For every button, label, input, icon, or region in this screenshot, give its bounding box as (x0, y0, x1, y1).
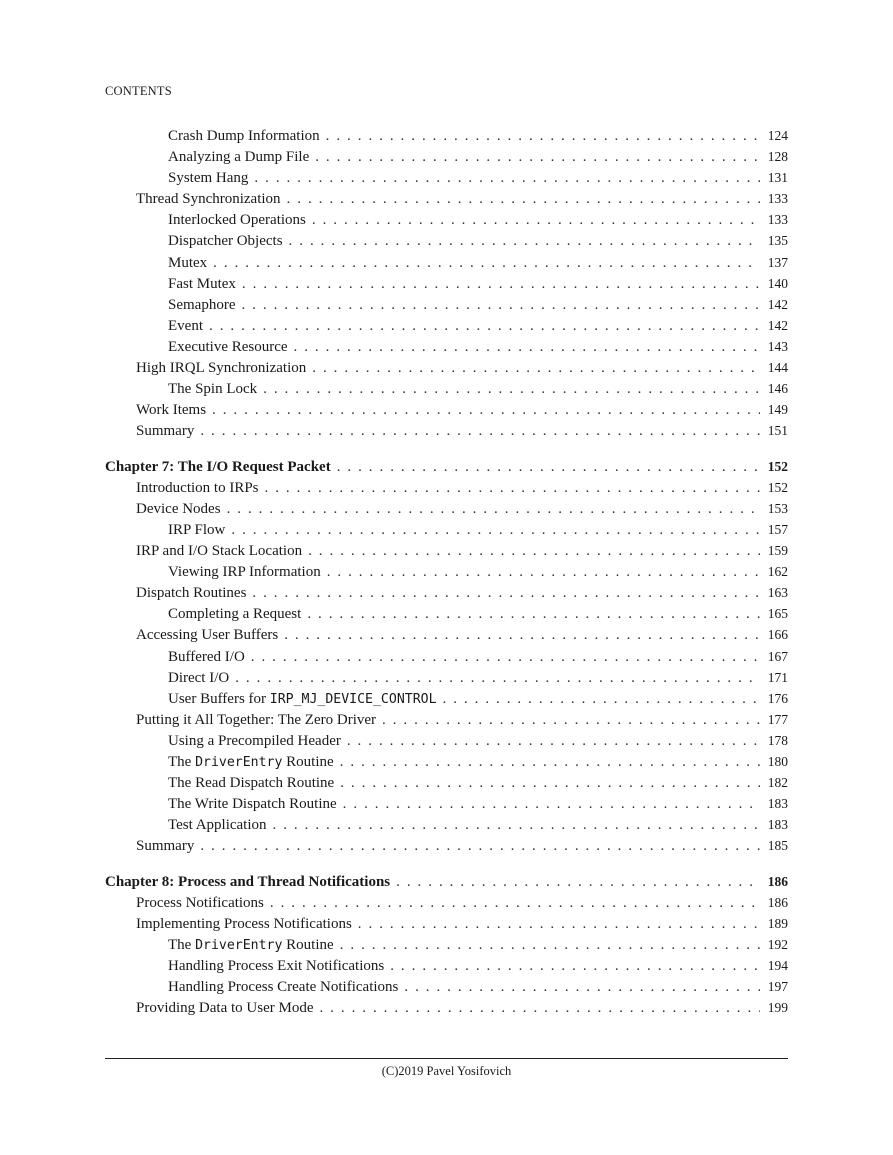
toc-entry[interactable] (105, 585, 788, 606)
toc-entry-title (168, 649, 245, 666)
toc-entry-title (168, 297, 235, 314)
toc-entry[interactable] (105, 796, 788, 817)
toc-entry[interactable] (105, 1000, 788, 1021)
toc-entry-title (168, 979, 398, 996)
dot-leader (343, 796, 760, 813)
toc-entry-title (136, 423, 194, 440)
dot-leader (231, 522, 760, 539)
dot-leader (212, 402, 760, 419)
toc-page-number: 171 (767, 669, 788, 685)
toc-entry-title (168, 733, 341, 750)
toc-entry[interactable] (105, 691, 788, 712)
toc-entry[interactable] (105, 522, 788, 543)
toc-page-number: 152 (767, 458, 788, 474)
toc-entry[interactable] (105, 402, 788, 423)
toc-entry[interactable] (105, 958, 788, 979)
toc-entry[interactable] (105, 733, 788, 754)
toc-entry-title-text: Summary (136, 423, 195, 440)
toc-page-number: 149 (767, 402, 788, 418)
toc-entry-title-text: Direct I/O (168, 669, 230, 686)
toc-entry-title (136, 838, 194, 855)
toc-page-number: 142 (767, 317, 788, 333)
dot-leader (294, 339, 760, 356)
toc-entry-title-text: The Write Dispatch Routine (168, 796, 337, 813)
dot-leader (326, 128, 760, 145)
toc-page-number: 131 (767, 170, 788, 186)
toc-entry-title-text: The Spin Lock (168, 381, 258, 398)
toc-entry-title (168, 339, 288, 356)
toc-entry-title-text: Fast Mutex (168, 275, 236, 292)
toc-entry-title-text: Semaphore (168, 296, 236, 313)
toc-page-number: 182 (767, 775, 788, 791)
toc-entry[interactable] (105, 276, 788, 297)
toc-entry-title-text: Putting it All Together: The Zero Driver (136, 711, 377, 728)
toc-entry-title (168, 128, 320, 145)
toc-entry-title-text: Viewing IRP Information (168, 564, 321, 581)
dot-leader (340, 937, 760, 954)
toc-entry[interactable] (105, 423, 788, 444)
toc-entry-title-text: Executive Resource (168, 338, 288, 355)
toc-page-number: 124 (767, 128, 788, 143)
toc-entry-title (105, 459, 331, 476)
footer-copyright: (C)2019 Pavel Yosifovich (381, 1064, 512, 1078)
toc-entry-title-text: Analyzing a Dump File (168, 149, 310, 166)
toc-entry-title (168, 817, 267, 834)
dot-leader (270, 895, 760, 912)
toc-chapter-entry[interactable] (105, 459, 788, 480)
toc-page-number: 189 (767, 915, 788, 931)
toc-entry-title (136, 543, 302, 560)
toc-page-number: 186 (767, 894, 788, 910)
toc-page-number: 180 (767, 754, 788, 770)
toc-entry-title (136, 895, 264, 912)
toc-entry-title (168, 255, 207, 272)
toc-page-number: 192 (767, 937, 788, 953)
toc-entry-title-text: Event (168, 317, 203, 334)
toc-page-number: 133 (767, 212, 788, 228)
toc-entry[interactable] (105, 916, 788, 937)
toc-entry-title (105, 874, 390, 891)
toc-entry[interactable] (105, 212, 788, 233)
toc-entry-title-text: User Buffers for (168, 690, 270, 707)
dot-leader (340, 754, 760, 771)
dot-leader (263, 381, 760, 398)
dot-leader (254, 170, 760, 187)
toc-entry-title-text: Dispatch Routines (136, 585, 247, 602)
toc-entry-title-text: Providing Data to User Mode (136, 1000, 314, 1017)
dot-leader (315, 149, 760, 166)
toc-page-number: 176 (767, 690, 788, 706)
toc-entry-title (136, 916, 352, 933)
toc-page-number: 183 (767, 796, 788, 812)
toc-entry[interactable] (105, 712, 788, 733)
toc-page-number: 143 (767, 338, 788, 354)
toc-entry[interactable] (105, 233, 788, 254)
toc-entry[interactable] (105, 817, 788, 838)
toc-entry[interactable] (105, 501, 788, 522)
toc-entry[interactable] (105, 128, 788, 149)
toc-entry[interactable] (105, 838, 788, 859)
dot-leader (284, 627, 760, 644)
toc-entry-title-text: The (168, 937, 196, 954)
dot-leader (319, 1000, 760, 1017)
dot-leader (235, 670, 760, 687)
toc-page-number: 185 (767, 838, 788, 854)
toc-page-number: 165 (767, 606, 788, 622)
toc-page-number: 135 (767, 233, 788, 249)
toc-entry-title-text: Device Nodes (136, 500, 221, 517)
dot-leader (347, 733, 760, 750)
dot-leader (251, 649, 760, 666)
toc-entry-title-text: The Read Dispatch Routine (168, 775, 335, 792)
toc-entry-title (136, 360, 306, 377)
toc-entry-title (136, 712, 376, 729)
toc-entry[interactable] (105, 381, 788, 402)
dot-leader (312, 212, 760, 229)
toc-entry[interactable] (105, 895, 788, 916)
toc-entry-title (136, 1000, 313, 1017)
toc-entry-code: IRP_MJ_DEVICE_CONTROL (269, 691, 437, 707)
toc-entry-code: DriverEntry (195, 755, 283, 771)
toc-page-number: 142 (767, 296, 788, 312)
dot-leader (312, 360, 760, 377)
toc-entry[interactable] (105, 149, 788, 170)
dot-leader (443, 691, 760, 708)
dot-leader (242, 276, 760, 293)
toc-entry-title-text: Completing a Request (168, 606, 302, 623)
toc-page-number: 166 (767, 627, 788, 643)
toc-entry-title (168, 212, 306, 229)
toc-entry[interactable] (105, 360, 788, 381)
toc-page-number: 146 (767, 381, 788, 397)
toc-entry-title-text: Using a Precompiled Header (168, 732, 341, 749)
toc-entry-title (168, 606, 301, 623)
toc-entry-title-text: High IRQL Synchronization (136, 360, 307, 377)
toc-page-number: 163 (767, 585, 788, 601)
toc-page-number: 199 (767, 1000, 788, 1016)
toc-entry-title-text: Interlocked Operations (168, 212, 306, 229)
toc-entry[interactable] (105, 255, 788, 276)
toc-entry-title (168, 958, 384, 975)
toc-entry-title-text: Handling Process Exit Notifications (168, 958, 385, 975)
toc-entry-title (168, 149, 309, 166)
toc-entry-title (136, 585, 246, 602)
toc-page-number: 151 (767, 423, 788, 439)
toc-page-number: 133 (767, 191, 788, 207)
toc-entry[interactable] (105, 339, 788, 360)
toc-entry[interactable] (105, 170, 788, 191)
toc-page-number: 177 (767, 711, 788, 727)
toc-entry-title (168, 318, 203, 335)
toc-page-number: 128 (767, 149, 788, 165)
toc-entry[interactable] (105, 979, 788, 1000)
dot-leader (340, 775, 760, 792)
footer-rule (105, 1058, 788, 1059)
toc-entry[interactable] (105, 649, 788, 670)
toc-entry[interactable] (105, 318, 788, 339)
toc-entry-title-text: Accessing User Buffers (136, 627, 279, 644)
toc-page-number: 152 (767, 479, 788, 495)
toc-entry-title-suffix: Routine (282, 937, 334, 954)
toc-entry[interactable] (105, 191, 788, 212)
toc-entry-title-text: Handling Process Create Notifications (168, 979, 399, 996)
toc-entry-title (136, 191, 281, 208)
running-header: CONTENTS (105, 84, 172, 98)
toc-page-number: 167 (767, 648, 788, 664)
toc-page-number: 194 (767, 958, 788, 974)
toc-entry-title (136, 501, 221, 518)
dot-leader (241, 297, 760, 314)
dot-leader (213, 255, 760, 272)
toc-entry-title (136, 480, 259, 497)
dot-leader (358, 916, 760, 933)
toc-entry[interactable] (105, 606, 788, 627)
toc-entry[interactable] (105, 564, 788, 585)
toc-chapter-entry[interactable] (105, 874, 788, 895)
toc-entry[interactable] (105, 297, 788, 318)
toc-entry-title-text: IRP Flow (168, 521, 226, 538)
dot-leader (227, 501, 760, 518)
toc-entry-title-text: IRP and I/O Stack Location (136, 543, 303, 560)
toc-page-number: 137 (767, 254, 788, 270)
toc-entry-title-text: The (168, 754, 196, 771)
toc-entry-title-text: Chapter 7: The I/O Request Packet (105, 458, 331, 475)
toc-entry-title-text: Summary (136, 838, 195, 855)
dot-leader (209, 318, 760, 335)
toc-entry-code: DriverEntry (195, 938, 283, 954)
toc-entry[interactable] (105, 543, 788, 564)
dot-leader (252, 585, 760, 602)
dot-leader (265, 480, 761, 497)
toc-entry-title-suffix: Routine (282, 754, 334, 771)
toc-page-number: 197 (767, 979, 788, 995)
toc-entry-title-text: Thread Synchronization (136, 191, 281, 208)
toc-page-number: 159 (767, 543, 788, 559)
dot-leader (404, 979, 760, 996)
toc-entry-title-text: Crash Dump Information (168, 128, 320, 144)
toc-entry-title-text: Process Notifications (136, 894, 264, 911)
dot-leader (327, 564, 760, 581)
toc-page-number: 157 (767, 521, 788, 537)
dot-leader (382, 712, 760, 729)
dot-leader (307, 606, 760, 623)
toc-entry-title (136, 627, 278, 644)
toc-page-number: 186 (767, 873, 788, 889)
toc-entry-title (168, 691, 437, 708)
dot-leader (273, 817, 760, 834)
toc-entry[interactable] (105, 627, 788, 648)
dot-leader (308, 543, 760, 560)
toc-entry-title (168, 276, 236, 293)
dot-leader (200, 423, 760, 440)
toc-entry-title (168, 937, 334, 954)
toc-entry-title (168, 754, 334, 771)
toc-entry[interactable] (105, 754, 788, 775)
toc-entry-title-text: Introduction to IRPs (136, 479, 259, 496)
toc-entry-title (136, 402, 206, 419)
dot-leader (390, 958, 760, 975)
toc-entry-title-text: Work Items (136, 402, 207, 419)
toc-entry-title (168, 775, 334, 792)
dot-leader (289, 233, 760, 250)
toc-entry[interactable] (105, 670, 788, 691)
dot-leader (200, 838, 760, 855)
toc-page-number: 140 (767, 275, 788, 291)
toc-entry[interactable] (105, 937, 788, 958)
toc-entry-title (168, 564, 321, 581)
toc-entry-title-text: Chapter 8: Process and Thread Notifications (105, 873, 391, 890)
dot-leader (337, 459, 760, 476)
toc-entry[interactable] (105, 480, 788, 501)
toc-entry-title (168, 522, 225, 539)
toc-entry-title-text: Buffered I/O (168, 648, 245, 665)
dot-leader (287, 191, 760, 208)
toc-page-number: 162 (767, 564, 788, 580)
dot-leader (396, 874, 760, 891)
toc-entry-title-text: Implementing Process Notifications (136, 915, 352, 932)
toc-entry-title (168, 381, 257, 398)
toc-page-number: 153 (767, 500, 788, 516)
toc-entry-title (168, 796, 337, 813)
toc-entry-title (168, 233, 283, 250)
toc-entry[interactable] (105, 775, 788, 796)
toc-entry-title (168, 170, 248, 187)
toc-entry-title (168, 670, 229, 687)
toc-entry-title-text: Dispatcher Objects (168, 233, 283, 250)
toc-page-number: 183 (767, 817, 788, 833)
toc-entry-title-text: Test Application (168, 817, 267, 834)
toc-page-number: 178 (767, 732, 788, 748)
toc-entry-title-text: System Hang (168, 170, 249, 187)
toc-page-number: 144 (767, 360, 788, 376)
toc-entry-title-text: Mutex (168, 254, 208, 271)
table-of-contents (105, 128, 788, 1021)
